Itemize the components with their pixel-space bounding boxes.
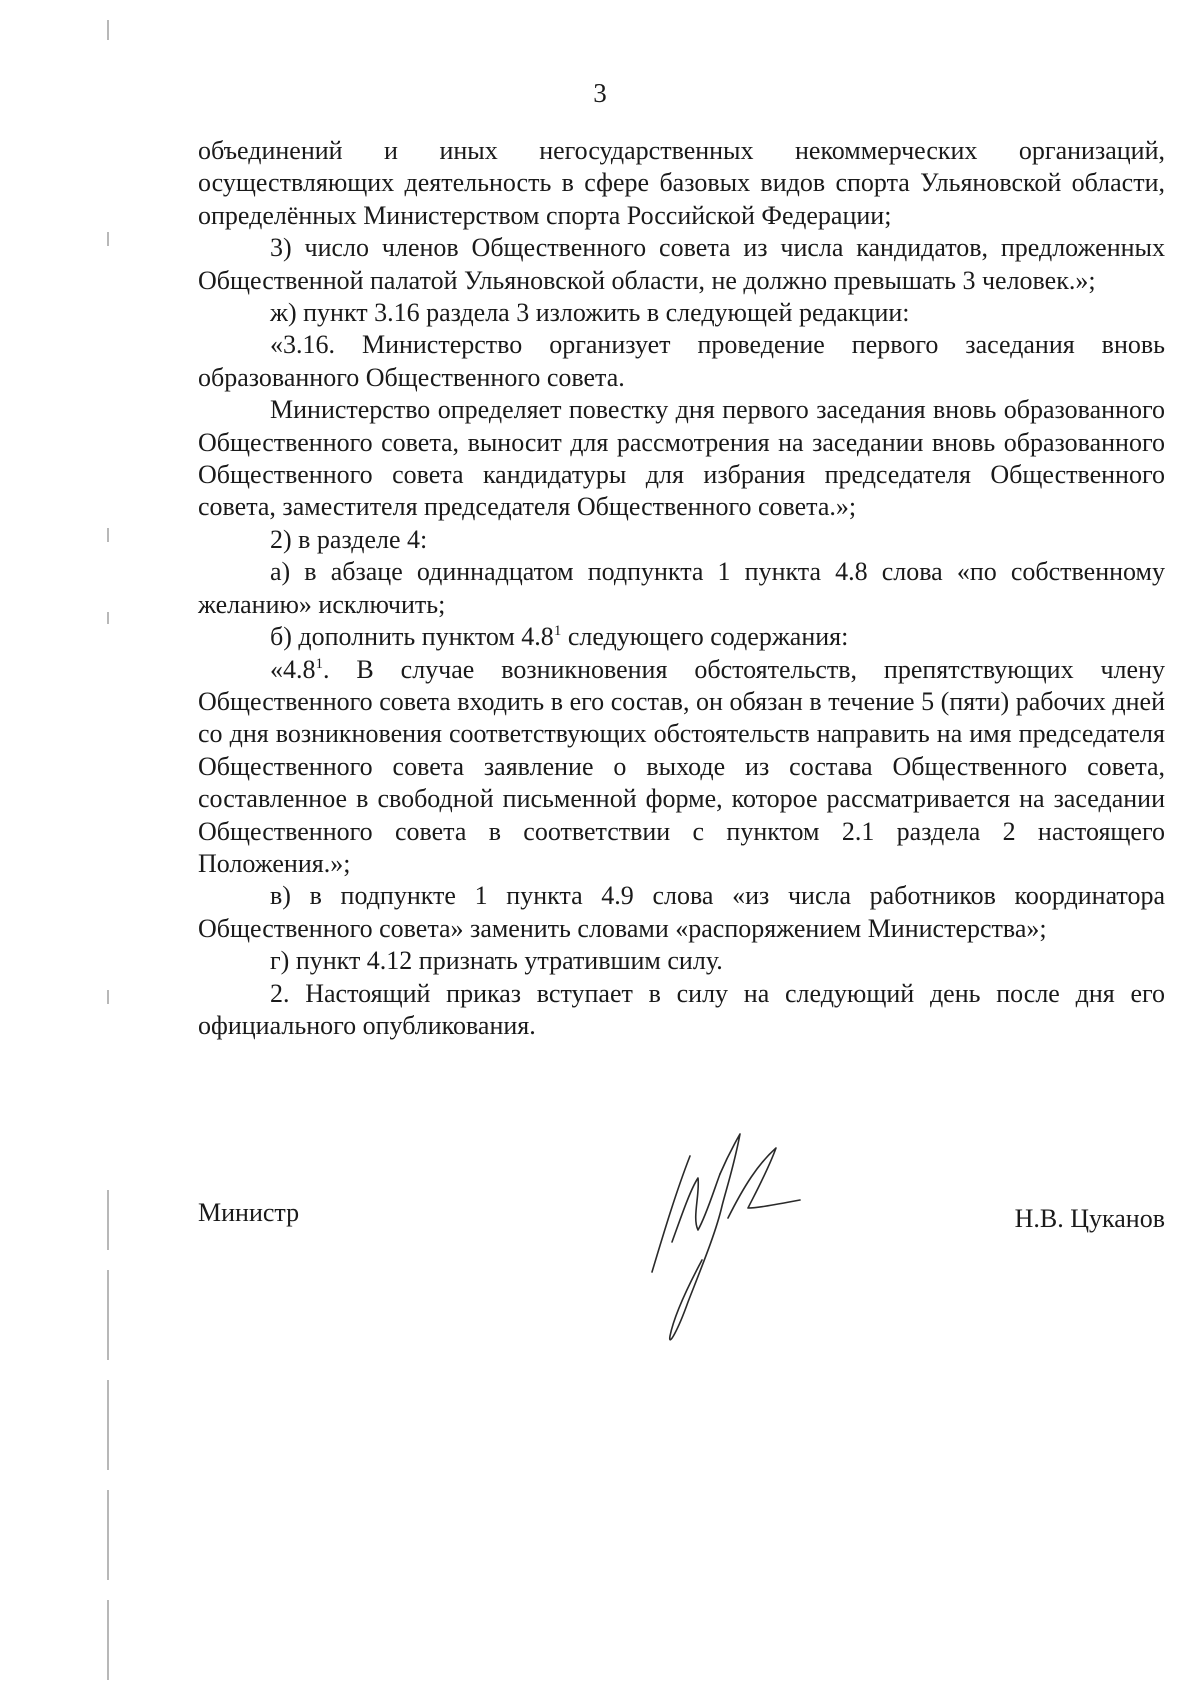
paragraph-9	[198, 654, 1165, 881]
paragraph-3: ж) пункт 3.16 раздела 3 изложить в следующей редакции:	[270, 298, 910, 328]
handwritten-signature	[640, 1120, 840, 1360]
paragraph-7: а) в абзаце одиннадцатом подпункта 1 пункта 4.8 слова «по собственному желанию» исключить;	[198, 557, 1165, 619]
paragraph-9-text-start: «4.8	[270, 654, 316, 684]
binding-margin-marks	[104, 0, 112, 1684]
paragraph-6: 2) в разделе 4:	[270, 524, 428, 554]
paragraph-8-text-start: б) дополнить пунктом 4.8	[270, 622, 554, 652]
paragraph-5: Министерство определяет повестку дня первого заседания вновь образованного Общественного совета, выносит для рассмотрения на заседании вновь образованного Общественного совета кандидатуры для избрания председателя Общественного совета, заместителя председателя Общественного совета.»;	[198, 395, 1165, 522]
paragraph-2: 3) число членов Общественного совета из числа кандидатов, предложенных Общественной палатой Ульяновской области, не должно превышать 3 человек.»;	[198, 233, 1165, 295]
paragraph-12: 2. Настоящий приказ вступает в силу на следующий день после дня его официального опубликования.	[198, 978, 1165, 1040]
paragraph-8-text-end: следующего содержания:	[561, 622, 849, 652]
page-number: 3	[593, 78, 607, 108]
document-body	[198, 135, 1165, 1042]
paragraph-9-superscript: 1	[315, 655, 323, 672]
paragraph-11: г) пункт 4.12 признать утратившим силу.	[270, 946, 723, 976]
signatory-name: Н.В. Цуканов	[1014, 1204, 1165, 1233]
paragraph-10: в) в подпункте 1 пункта 4.9 слова «из числа работников координатора Общественного совета» заменить словами «распоряжением Министерства»;	[198, 881, 1165, 943]
paragraph-1: объединений и иных негосударственных некоммерческих организаций, осуществляющих деятельность в сфере базовых видов спорта Ульяновской области, определённых Министерством спорта Российской Федерации;	[198, 136, 1165, 230]
paragraph-8-superscript: 1	[553, 623, 562, 640]
paragraph-9-text-end: . В случае возникновения обстоятельств, препятствующих члену Общественного совета входить в его состав, он обязан в течение 5 (пяти) рабочих дней со дня возникновения соответствующих обстоятельств направить на имя председателя Общественного совета заявление о выходе из состава Общественного совета, составленное в свободной письменной форме, которое рассматривается на заседании Общественного совета в соответствии с пунктом 2.1 раздела 2 настоящего Положения.»;	[198, 654, 1165, 878]
signatory-position: Министр	[198, 1198, 300, 1227]
paragraph-4: «3.16. Министерство организует проведение первого заседания вновь образованного Общественного совета.	[198, 330, 1165, 392]
paragraph-8	[198, 621, 1165, 653]
